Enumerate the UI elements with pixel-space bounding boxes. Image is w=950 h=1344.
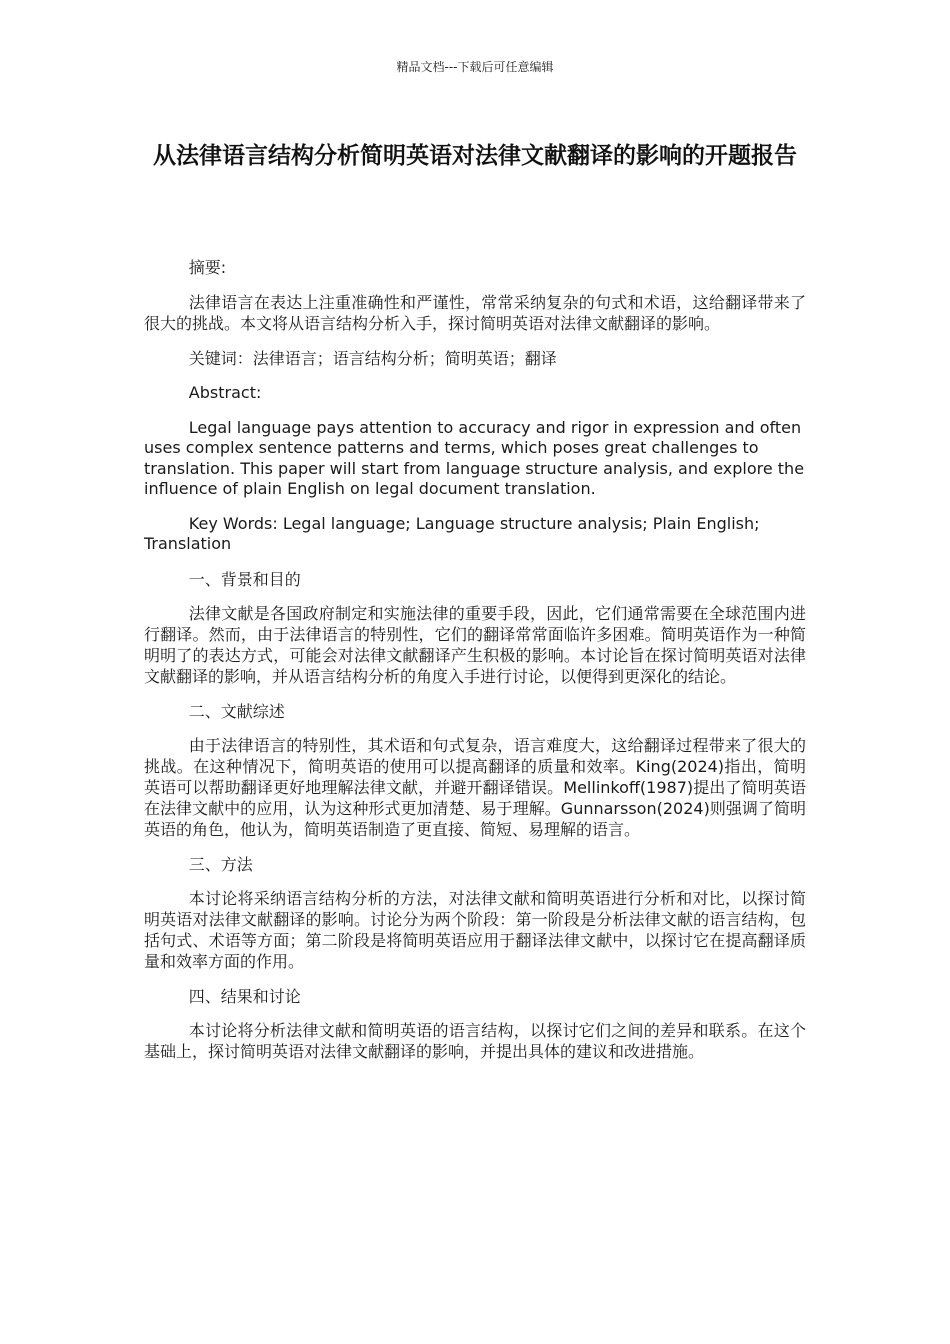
abstract-cn-label: 摘要:	[188, 258, 227, 277]
section-body-literature: 由于法律语言的特别性，其术语和句式复杂，语言难度大，这给翻译过程带来了很大的挑战。在这种情况下，简明英语的使用可以提高翻译的质量和效率。King(2024)指出，简明英语可以帮助翻译更好地理解法律文献，并避开翻译错误。Mellinkoff(1987)提出了简明英语在法律文献中的应用，认为这种形式更加清楚、易于理解。Gunnarsson(2024)则强调了简明英语的角色，他认为，简明英语制造了更直接、简短、易理解的语言。	[144, 735, 806, 839]
section-heading-background: 一、背景和目的	[188, 569, 301, 589]
section-heading-literature: 二、文献综述	[188, 701, 285, 721]
document-body	[144, 257, 806, 1076]
document-title: 从法律语言结构分析简明英语对法律文献翻译的影响的开题报告	[153, 143, 797, 169]
abstract-en-label: Abstract:	[188, 383, 262, 402]
section-body-background: 法律文献是各国政府制定和实施法律的重要手段，因此，它们通常需要在全球范围内进行翻译。然而，由于法律语言的特别性，它们的翻译常常面临许多困难。简明英语作为一种简明明了的表达方式，可能会对法律文献翻译产生积极的影响。本讨论旨在探讨简明英语对法律文献翻译的影响，并从语言结构分析的角度入手进行讨论，以便得到更深化的结论。	[144, 603, 806, 686]
keywords-en: Key Words: Legal language; Language structure analysis; Plain English; Translation	[144, 513, 760, 553]
page-header-note: 精品文档---下载后可任意编辑	[396, 60, 554, 74]
abstract-cn-text: 法律语言在表达上注重准确性和严谨性，常常采纳复杂的句式和术语，这给翻译带来了很大的挑战。本文将从语言结构分析入手，探讨简明英语对法律文献翻译的影响。	[144, 293, 806, 333]
section-body-results: 本讨论将分析法律文献和简明英语的语言结构，以探讨它们之间的差异和联系。在这个基础上，探讨简明英语对法律文献翻译的影响，并提出具体的建议和改进措施。	[144, 1020, 806, 1061]
section-heading-results: 四、结果和讨论	[188, 986, 301, 1006]
section-body-method: 本讨论将采纳语言结构分析的方法，对法律文献和简明英语进行分析和对比，以探讨简明英语对法律文献翻译的影响。讨论分为两个阶段：第一阶段是分析法律文献的语言结构，包括句式、术语等方面；第二阶段是将简明英语应用于翻译法律文献中，以探讨它在提高翻译质量和效率方面的作用。	[144, 888, 806, 971]
section-heading-method: 三、方法	[188, 854, 253, 874]
keywords-cn: 关键词：法律语言；语言结构分析；简明英语；翻译	[188, 349, 557, 368]
abstract-en-text: Legal language pays attention to accuracy and rigor in expression and often uses complex sentence patterns and terms, which poses great challenges to translation. This paper will start from language structure analysis, and explore the influence of plain English on legal document translation.	[144, 417, 805, 498]
